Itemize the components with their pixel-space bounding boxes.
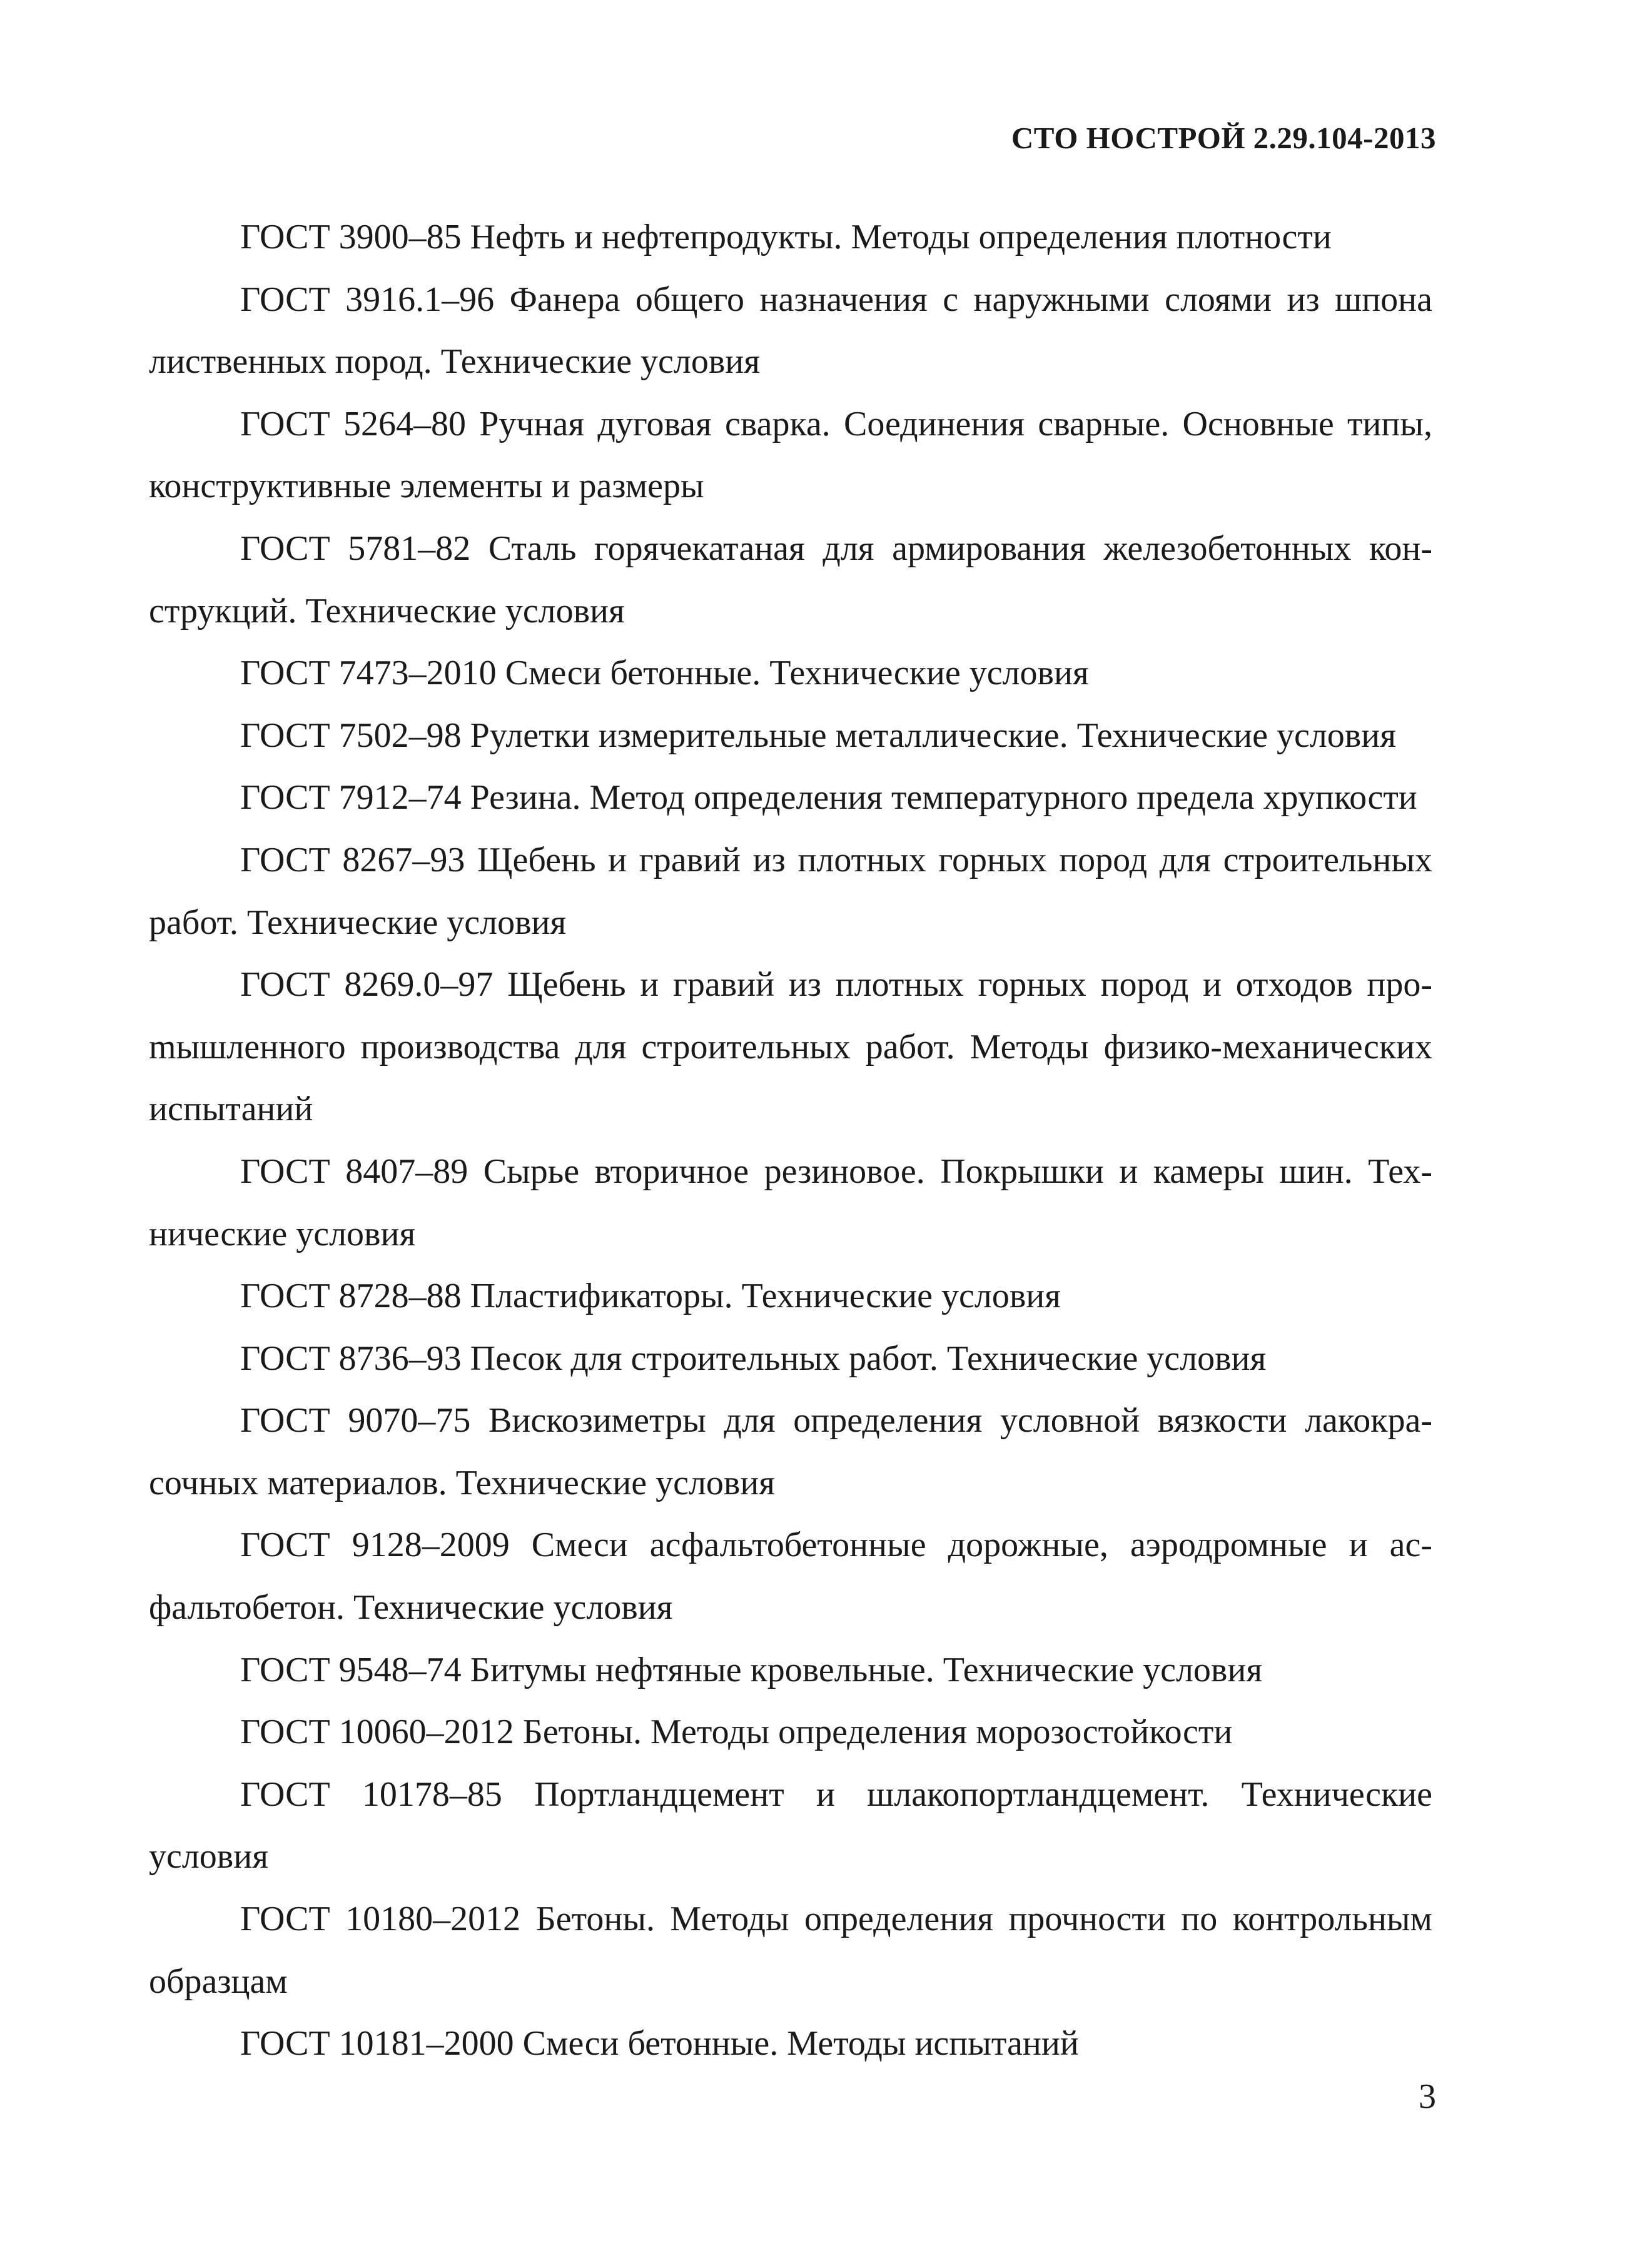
page-number: 3 [1419,2077,1436,2116]
reference-item: ГОСТ 8736–93 Песок для строительных работ. Технические условия [240,1339,1267,1378]
reference-item: ГОСТ 7912–74 Резина. Метод определения температурного предела хрупкости [240,778,1417,818]
reference-item: ГОСТ 8728–88 Пластификаторы. Технические условия [240,1277,1061,1316]
reference-item: ГОСТ 9548–74 Битумы нефтяные кровельные. Технические условия [240,1650,1263,1689]
reference-item: ГОСТ 3916.1–96 Фанера общего назначения с наружными слоями из шпона лиственных пород. Технические условия [149,280,1432,382]
reference-item: ГОСТ 7473–2010 Смеси бетонные. Технические условия [240,654,1089,693]
reference-item: ГОСТ 5264–80 Ручная дуговая сварка. Соединения сварные. Основные типы, конструктивные элементы и размеры [149,404,1432,506]
reference-item: ГОСТ 7502–98 Рулетки измерительные металлические. Технические условия [240,716,1396,755]
reference-item: ГОСТ 9070–75 Вискозиметры для определения условной вязкости лакокрасочных материалов. Технические условия [149,1401,1432,1502]
normative-references-list [149,206,1432,2075]
reference-item: ГОСТ 10181–2000 Смеси бетонные. Методы испытаний [240,2024,1079,2063]
reference-item: ГОСТ 3900–85 Нефть и нефтепродукты. Методы определения плотности [240,218,1332,256]
reference-item: ГОСТ 5781–82 Сталь горячекатаная для армирования железобетонных конструкций. Технические условия [149,529,1432,630]
reference-item: ГОСТ 10178–85 Портландцемент и шлакопортландцемент. Технические условия [149,1774,1432,1876]
reference-item: ГОСТ 8267–93 Щебень и гравий из плотных горных пород для строительных работ. Технические условия [149,840,1432,942]
reference-item: ГОСТ 10180–2012 Бетоны. Методы определения прочности по контрольным образцам [149,1900,1432,2001]
reference-item: ГОСТ 9128–2009 Смеси асфальтобетонные дорожные, аэродромные и асфальтобетон. Технические условия [149,1526,1432,1628]
document-code-header: СТО НОСТРОЙ 2.29.104-2013 [1011,121,1436,155]
reference-item: ГОСТ 8407–89 Сырье вторичное резиновое. Покрышки и камеры шин. Технические условия [149,1152,1432,1253]
reference-item: ГОСТ 10060–2012 Бетоны. Методы определения морозостойкости [240,1713,1233,1752]
reference-item: ГОСТ 8269.0–97 Щебень и гравий из плотных горных пород и отходов проmышленного производства для строительных работ. Методы физико-механических испытаний [149,965,1432,1129]
